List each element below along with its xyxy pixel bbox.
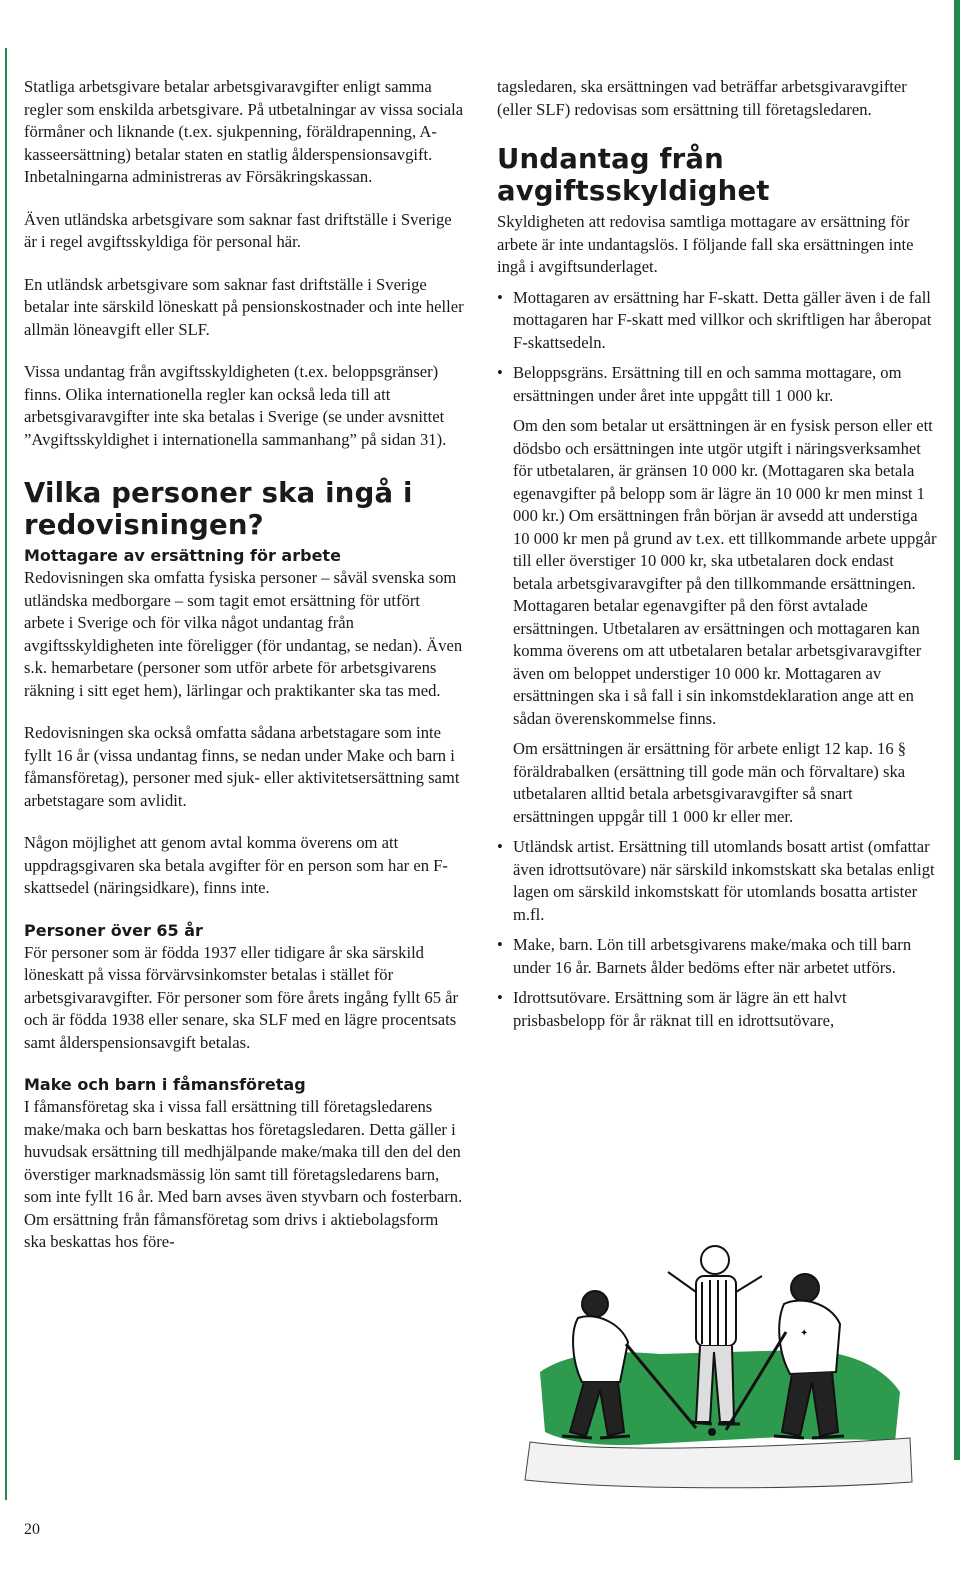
list-item bbox=[497, 987, 937, 1032]
list-item-text: • Utländsk artist. Ersättning till utomlands bosatt artist (omfattar även idrottsutövare) när särskild inkomstskatt ska betalas enligt lagen om särskild inkomstskatt för utomlands bosatta artister m.fl. bbox=[513, 837, 935, 924]
svg-text:✦: ✦ bbox=[800, 1328, 809, 1339]
list-item-text: • Mottagaren av ersättning har F-skatt. Detta gäller även i de fall mottagaren har F-skatt med villkor och skriftligen har åberopat F-skattsedeln. bbox=[513, 287, 932, 352]
subheading-make-och-barn: Make och barn i fåmansföretag bbox=[24, 1075, 306, 1094]
paragraph: Någon möjlighet att genom avtal komma överens om att uppdragsgivaren ska betala avgifter för en person som har en F-skattsedel (näringsidkare), finns inte. bbox=[24, 833, 448, 897]
list-item bbox=[497, 934, 937, 979]
left-margin-rule bbox=[5, 48, 7, 1500]
paragraph: Vissa undantag från avgiftsskyldigheten (t.ex. beloppsgränser) finns. Olika internationella regler kan också leda till att arbetsgivaravgifter inte ska betalas i Sverige (se under avsnittet ”Avgiftsskyldighet i internationella sammanhang” på sidan 31). bbox=[24, 362, 447, 449]
list-item bbox=[497, 836, 937, 926]
list-item bbox=[497, 287, 937, 355]
paragraph: Om den som betalar ut ersättningen är en fysisk person eller ett dödsbo och ersättningen inte utgör utgift i näringsverksamhet för utbetalaren, är gränsen 10 000 kr. (Mottagaren ska betala egenavgifter på belopp som är lägre än 10 000 kr men minst 1 000 kr.) Om ersättningen från början är avsedd att understiga 10 000 kr men på grund av t.ex. ett tillkommande arbete uppgår till eller överstiger 10 000 kr, ska utbetalaren dock endast betala arbetsgivaravgifter på den tillkommande ersättningen. Mottagaren betalar egenavgifter på den först avtalade ersättningen. Utbetalaren av ersättningen och mottagaren kan komma överens om att utbetalaren betalar arbetsgivaravgifter även om beloppet understiger 10 000 kr. Mottagaren av ersättningen ska i så fall i sin inkomstdeklaration ange att en sådan överenskommelse finns. bbox=[513, 416, 937, 728]
paragraph: Redovisningen ska också omfatta sådana arbetstagare som inte fyllt 16 år (vissa undantag finns, se nedan under Make och barn i fåmansföretag), personer med sjuk- eller aktivitetsersättning samt arbetstagare som avlidit. bbox=[24, 723, 460, 810]
list-item-text: • Idrottsutövare. Ersättning som är lägre än ett halvt prisbasbelopp för år räknat till en idrottsutövare, bbox=[513, 988, 847, 1030]
section-heading-vilka-personer: Vilka personer ska ingå i redovisningen? bbox=[24, 477, 413, 541]
right-edge-bar bbox=[954, 0, 960, 1460]
list-item-text: • Beloppsgräns. Ersättning till en och samma mottagare, om ersättningen under året inte uppgått till 1 000 kr. bbox=[513, 363, 902, 405]
subheading-personer-over-65: Personer över 65 år bbox=[24, 920, 203, 940]
paragraph: En utländsk arbetsgivare som saknar fast driftställe i Sverige betalar inte särskild löneskatt på pensionskostnader och inte heller allmän löneavgift eller SLF. bbox=[24, 274, 464, 339]
page-number: 20 bbox=[24, 1521, 40, 1538]
hockey-faceoff-illustration bbox=[500, 1232, 930, 1502]
paragraph: Skyldigheten att redovisa samtliga mottagare av ersättning för arbete är inte undantagslös. I följande fall ska ersättningen inte ingå i avgiftsunderlaget. bbox=[497, 212, 914, 276]
list-item-text: • Make, barn. Lön till arbetsgivarens make/maka och till barn under 16 år. Barnets ålder bedöms efter när arbetet utförs. bbox=[513, 935, 912, 977]
paragraph: För personer som är födda 1937 eller tidigare år ska särskild löneskatt på vissa förvärvsinkomster betalas i stället för arbetsgivaravgifter. För personer som före årets ingång fyllt 65 år och är födda 1938 eller senare, ska SLF med en lägre procentsats samt ålderspensionsavgift betalas. bbox=[24, 942, 459, 1052]
paragraph: Redovisningen ska omfatta fysiska personer – såväl svenska som utländska medborgare – som tagit emot ersättning för utfört arbete i Sverige och för vilka något undantag från avgiftsskyldigheten inte föreligger (för undantag, se nedan). Även s.k. hemarbetare (personer som utför arbete för arbetsgivarens räkning i sitt eget hem), lärlingar och praktikanter ska tas med. bbox=[24, 568, 463, 700]
list-item bbox=[497, 362, 937, 407]
paragraph: I fåmansföretag ska i vissa fall ersättning till företagsledarens make/maka och barn beskattas hos företagsledaren. Detta gäller i huvudsak ersättning till medhjälpande make/maka till den del den överstiger marknadsmässig lön samt till företagsledarens barn, som inte fyllt 16 år. Med barn avses även styvbarn och fosterbarn. Om ersättning från fåmansföretag som drivs i aktiebolagsform ska beskattas hos före- bbox=[24, 1097, 463, 1251]
subheading-mottagare: Mottagare av ersättning för arbete bbox=[24, 546, 341, 565]
exception-list bbox=[497, 287, 937, 408]
paragraph: Om ersättningen är ersättning för arbete enligt 12 kap. 16 § föräldrabalken (ersättning till gode män och förvaltare) ska utbetalaren alltid betala arbetsgivaravgifter så snart ersättningen uppgår till 1 000 kr eller mer. bbox=[513, 739, 907, 826]
left-column bbox=[24, 76, 464, 1254]
paragraph: Statliga arbetsgivare betalar arbetsgivaravgifter enligt samma regler som enskilda arbetsgivare. På utbetalningar av vissa sociala förmåner och liknande (t.ex. sjukpenning, föräldrapenning, A-kasseersättning) betalar staten en statlig ålderspensionsavgift. Inbetalningarna administreras av Försäkringskassan. bbox=[24, 77, 464, 186]
right-column bbox=[497, 76, 937, 1032]
exception-list-continued bbox=[497, 836, 937, 1032]
paragraph: tagsledaren, ska ersättningen vad beträffar arbetsgivaravgifter (eller SLF) redovisas som ersättning till företagsledaren. bbox=[497, 77, 907, 119]
paragraph: Även utländska arbetsgivare som saknar fast driftställe i Sverige är i regel avgiftsskyldiga för personal här. bbox=[24, 209, 452, 251]
section-heading-undantag: Undantag från avgiftsskyldighet bbox=[497, 143, 770, 207]
